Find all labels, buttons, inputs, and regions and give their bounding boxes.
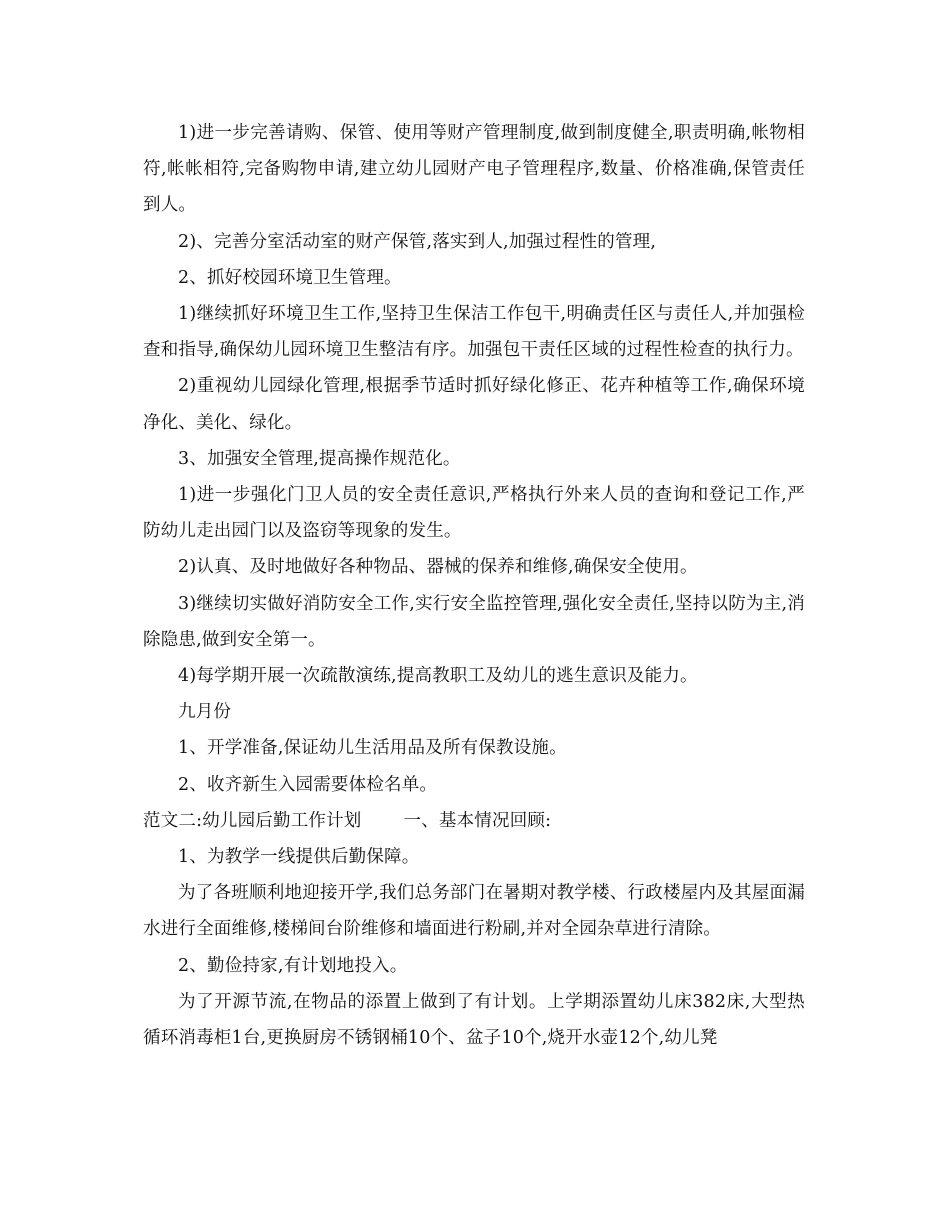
paragraph: 为了各班顺利地迎接开学,我们总务部门在暑期对教学楼、行政楼屋内及其屋面漏水进行全面维修,楼梯间台阶维修和墙面进行粉刷,并对全园杂草进行清除。: [143, 883, 805, 940]
paragraph: 1)进一步强化门卫人员的安全责任意识,严格执行外来人员的查询和登记工作,严防幼儿走出园门以及盗窃等现象的发生。: [143, 485, 805, 542]
section-heading-review: 一、基本情况回顾:: [403, 810, 552, 831]
section-label-september: 九月份: [178, 702, 232, 723]
paragraph: 3、加强安全管理,提高操作规范化。: [178, 448, 461, 469]
paragraph: 为了开源节流,在物品的添置上做到了有计划。上学期添置幼儿床382床,大型热循环消毒柜1台,更换厨房不锈钢桶10个、盆子10个,烧开水壶12个,幼儿凳: [143, 991, 805, 1049]
paragraph: 2、勤俭持家,有计划地投入。: [178, 955, 408, 976]
paragraph: 3)继续切实做好消防安全工作,实行安全监控管理,强化安全责任,坚持以防为主,消除隐患,做到安全第一。: [143, 593, 805, 650]
paragraph: 1)继续抓好环境卫生工作,坚持卫生保洁工作包干,明确责任区与责任人,并加强检查和指导,确保幼儿园环境卫生整洁有序。加强包干责任区域的过程性检查的执行力。: [143, 304, 805, 361]
paragraph: 2、收齐新生入园需要体检名单。: [178, 774, 438, 795]
paragraph: 1、开学准备,保证幼儿生活用品及所有保教设施。: [178, 738, 567, 759]
paragraph: 2)重视幼儿园绿化管理,根据季节适时抓好绿化修正、花卉种植等工作,确保环境净化、美化、绿化。: [143, 376, 805, 433]
paragraph: 1、为教学一线提供后勤保障。: [178, 847, 420, 868]
document-body: [143, 115, 805, 1056]
paragraph: 2)、完善分室活动室的财产保管,落实到人,加强过程性的管理,: [178, 231, 657, 252]
paragraph: 4)每学期开展一次疏散演练,提高教职工及幼儿的逃生意识及能力。: [178, 666, 698, 687]
paragraph: 2)认真、及时地做好各种物品、器械的保养和维修,确保安全使用。: [178, 557, 698, 578]
paragraph: 2、抓好校园环境卫生管理。: [178, 267, 402, 288]
paragraph: 1)进一步完善请购、保管、使用等财产管理制度,做到制度健全,职责明确,帐物相符,帐帐相符,完备购物申请,建立幼儿园财产电子管理程序,数量、价格准确,保管责任到人。: [143, 123, 805, 216]
sample-two-title: 范文二:幼儿园后勤工作计划: [143, 810, 362, 831]
heading-line: [143, 803, 805, 839]
